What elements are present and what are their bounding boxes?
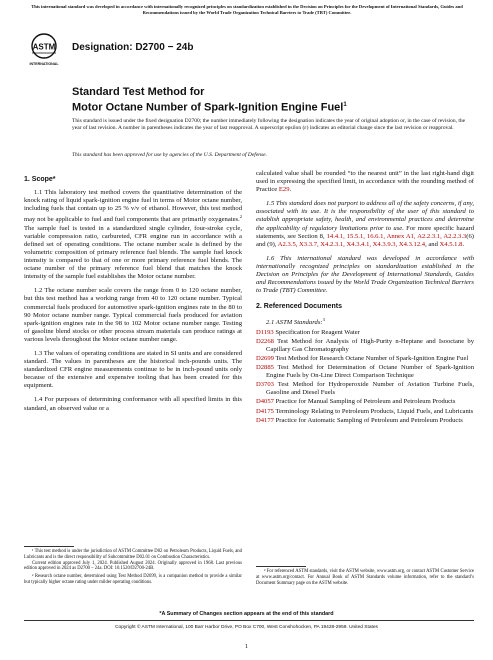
astm-standards-label: 2.1 ASTM Standards:$^3$ xyxy=(266,317,325,327)
footnote-rule-left xyxy=(24,546,74,547)
para-1-1: 1.1 This laboratory test method covers the quantitative determination of the knock rating of liquid spark-ignition engine fuel in terms of Motor octane number, including fuels that contain up to 25 % v/v of ethanol. However, this test method may not be applicable to fuel and fuel components that are primarily oxygenates.$^2$ The sample fuel is tested in a standardized single cylinder, four-stroke cycle, variable compression ratio, carbureted, CFR engine run in accordance with a defined set of operating conditions. The octane number scale is defined by the volumetric composition of primary reference fuel blends. The sample fuel knock intensity is compared to that of one or more primary reference fuel blends. The octane number of the primary reference fuel blend that matches the knock intensity of the sample fuel establishes the Motor octane number. xyxy=(24,189,242,281)
footnote-3: ³ For referenced ASTM standards, visit the ASTM website, www.astm.org, or contact ASTM Customer Service at www.astm.org/contact. For Annual Book of ASTM Standards volume information, refer to the standard’s Document Summary page on the ASTM website. xyxy=(256,569,474,586)
dod-approval-note: This standard has been approved for use by agencies of the U.S. Department of Defense. xyxy=(72,152,267,158)
para-1-2: 1.2 The octane number scale covers the range from 0 to 120 octane number, but this test method has a working range from 40 to 120 octane number. Typical commercial fuels produced for automotive spark-ignition engines rate in the 80 to 90 Motor octane number range. Typical commercial fuels produced for aviation spark-ignition engines rate in the 98 to 102 Motor octane number range. Testing of gasoline blend stocks or other process stream materials can produce ratings at various levels throughout the Motor octane number range. xyxy=(24,287,242,343)
issuance-note: This standard is issued under the fixed designation D2700; the number immediately following the designation indicates the year of original adoption or, in the case of revision, the year of last revision. A number in parentheses indicates the year of last reapproval. A superscript epsilon (ε) indicates an editorial change since the last revision or reapproval. xyxy=(72,118,466,132)
ref-item[interactable]: D2885 Test Method for Determination of Octane Number of Spark-Ignition Engine Fuels by On-Line Direct Comparison Technique xyxy=(256,364,474,380)
para-1-4-cont: calculated value shall be rounded “to the nearest unit” in the last right-hand digit used in expressing the specified limit, in accordance with the rounding method of Practice E29. xyxy=(256,170,474,194)
tbt-notice: This international standard was developed in accordance with internationally recognized principles on standardization established in the Decision on Principles for the Development of International Standards, Guides and Recommendations issued by the World Trade Organization Technical Barriers to Trade (TBT) Committee. xyxy=(31,4,463,15)
ref-item[interactable]: D3703 Test Method for Hydroperoxide Number of Aviation Turbine Fuels, Gasoline and Diesel Fuels xyxy=(256,381,474,397)
logo-text: INTERNATIONAL xyxy=(29,62,59,66)
title-line-2: Motor Octane Number of Spark-Ignition Engine Fuel xyxy=(72,101,344,114)
ref-item[interactable]: D4177 Practice for Automatic Sampling of Petroleum and Petroleum Products xyxy=(256,416,463,424)
summary-of-changes-note: *A Summary of Changes section appears at the end of this standard xyxy=(159,611,334,617)
ref-item[interactable]: D2699 Test Method for Research Octane Number of Spark-Ignition Engine Fuel xyxy=(256,354,469,362)
hazard-annex-link-last[interactable]: X4.5.1.8 xyxy=(439,240,463,248)
title-line-1: Standard Test Method for xyxy=(72,86,205,98)
footer-rule xyxy=(24,620,474,621)
ref-item[interactable]: D1193 Specification for Reagent Water xyxy=(256,328,360,336)
document-title xyxy=(72,86,347,115)
title-footnote-marker: 1 xyxy=(343,102,347,108)
ref-item[interactable]: D4175 Terminology Relating to Petroleum Products, Liquid Fuels, and Lubricants xyxy=(256,407,474,415)
designation: Designation: D2700 − 24b xyxy=(72,42,194,53)
footnote-1: ¹ This test method is under the jurisdiction of ASTM Committee D02 on Petroleum Products, Liquid Fuels, and Lubricants and is the direct responsibility of Subcommittee D02.01 on Combustion Characteristics. Current edition approved July 1, 2024. Published August 2024. Originally approved in 1968. Last previous edition approved in 2024 as D2700 – 24a. DOI: 10.1520/D2700-24B. ² Research octane number, determined using Test Method D2699, is a companion method to provide a similar but typically higher octane rating under milder operating conditions. xyxy=(24,549,242,585)
section-referenced-docs-heading: 2. Referenced Documents xyxy=(256,303,342,311)
page-number: 1 xyxy=(244,643,249,650)
left-column xyxy=(24,174,242,419)
para-1-6: 1.6 This international standard was developed in accordance with internationally recognized principles on standardization established in the Decision on Principles for the Development of International Standards, Guides and Recommendations issued by the World Trade Organization Technical Barriers to Trade (TBT) Committee. xyxy=(256,254,474,295)
svg-text:ASTM: ASTM xyxy=(32,42,56,52)
section-scope-heading: 1. Scope* xyxy=(24,176,56,183)
footnote-rule-right xyxy=(256,566,306,567)
ref-item[interactable]: D4057 Practice for Manual Sampling of Petroleum and Petroleum Products xyxy=(256,398,456,406)
astm-logo xyxy=(28,32,60,74)
para-1-4: 1.4 For purposes of determining conformance with all specified limits in this standard, an observed value or a xyxy=(24,396,242,412)
referenced-documents-list xyxy=(256,329,474,425)
para-1-5: 1.5 This standard does not purport to address all of the safety concerns, if any, associated with its use. It is the responsibility of the user of this standard to establish appropriate safety, health, and environmental practices and determine the applicability of regulatory limitations prior to use. For more specific hazard statements, see Section 8, 14.4.1, 15.5.1, 16.6.1, Annex A1, A2.2.3.1, A2.2.3.3(6) and (9), A2.3.5, X3.3.7, X4.2.3.1, X4.3.4.1, X4.3.9.3, X4.3.12.4, and X4.5.1.8. xyxy=(256,200,474,248)
hazard-section-links[interactable]: 14.4.1, 15.5.1, 16.6.1, Annex A1, A2.2.3.1, A2.2.3.3 xyxy=(326,232,467,240)
right-column xyxy=(256,170,474,426)
copyright-line: Copyright © ASTM International, 100 Barr Harbor Drive, PO Box C700, West Conshohocken, PA 19428-2959. United States xyxy=(115,625,378,630)
hazard-annex-links[interactable]: A2.3.5, X3.3.7, X4.2.3.1, X4.3.4.1, X4.3.9.3, X4.3.12.4 xyxy=(277,240,426,248)
ref-item[interactable]: D2268 Test Method for Analysis of High-Purity n-Heptane and Isooctane by Capillary Gas Chromatography xyxy=(256,337,474,353)
link-e29[interactable]: E29 xyxy=(278,186,290,194)
footnote-2: ² Research octane number, determined using Test Method D2699, is a companion method to provide a similar but typically higher octane rating under milder operating conditions. xyxy=(24,574,242,585)
para-1-3: 1.3 The values of operating conditions are stated in SI units and are considered standard. The values in parentheses are the historical inch-pounds units. The standardized CFR engine measurements continue to be in inch-pound units only because of the extensive and expensive tooling that has been created for this equipment. xyxy=(24,349,242,390)
